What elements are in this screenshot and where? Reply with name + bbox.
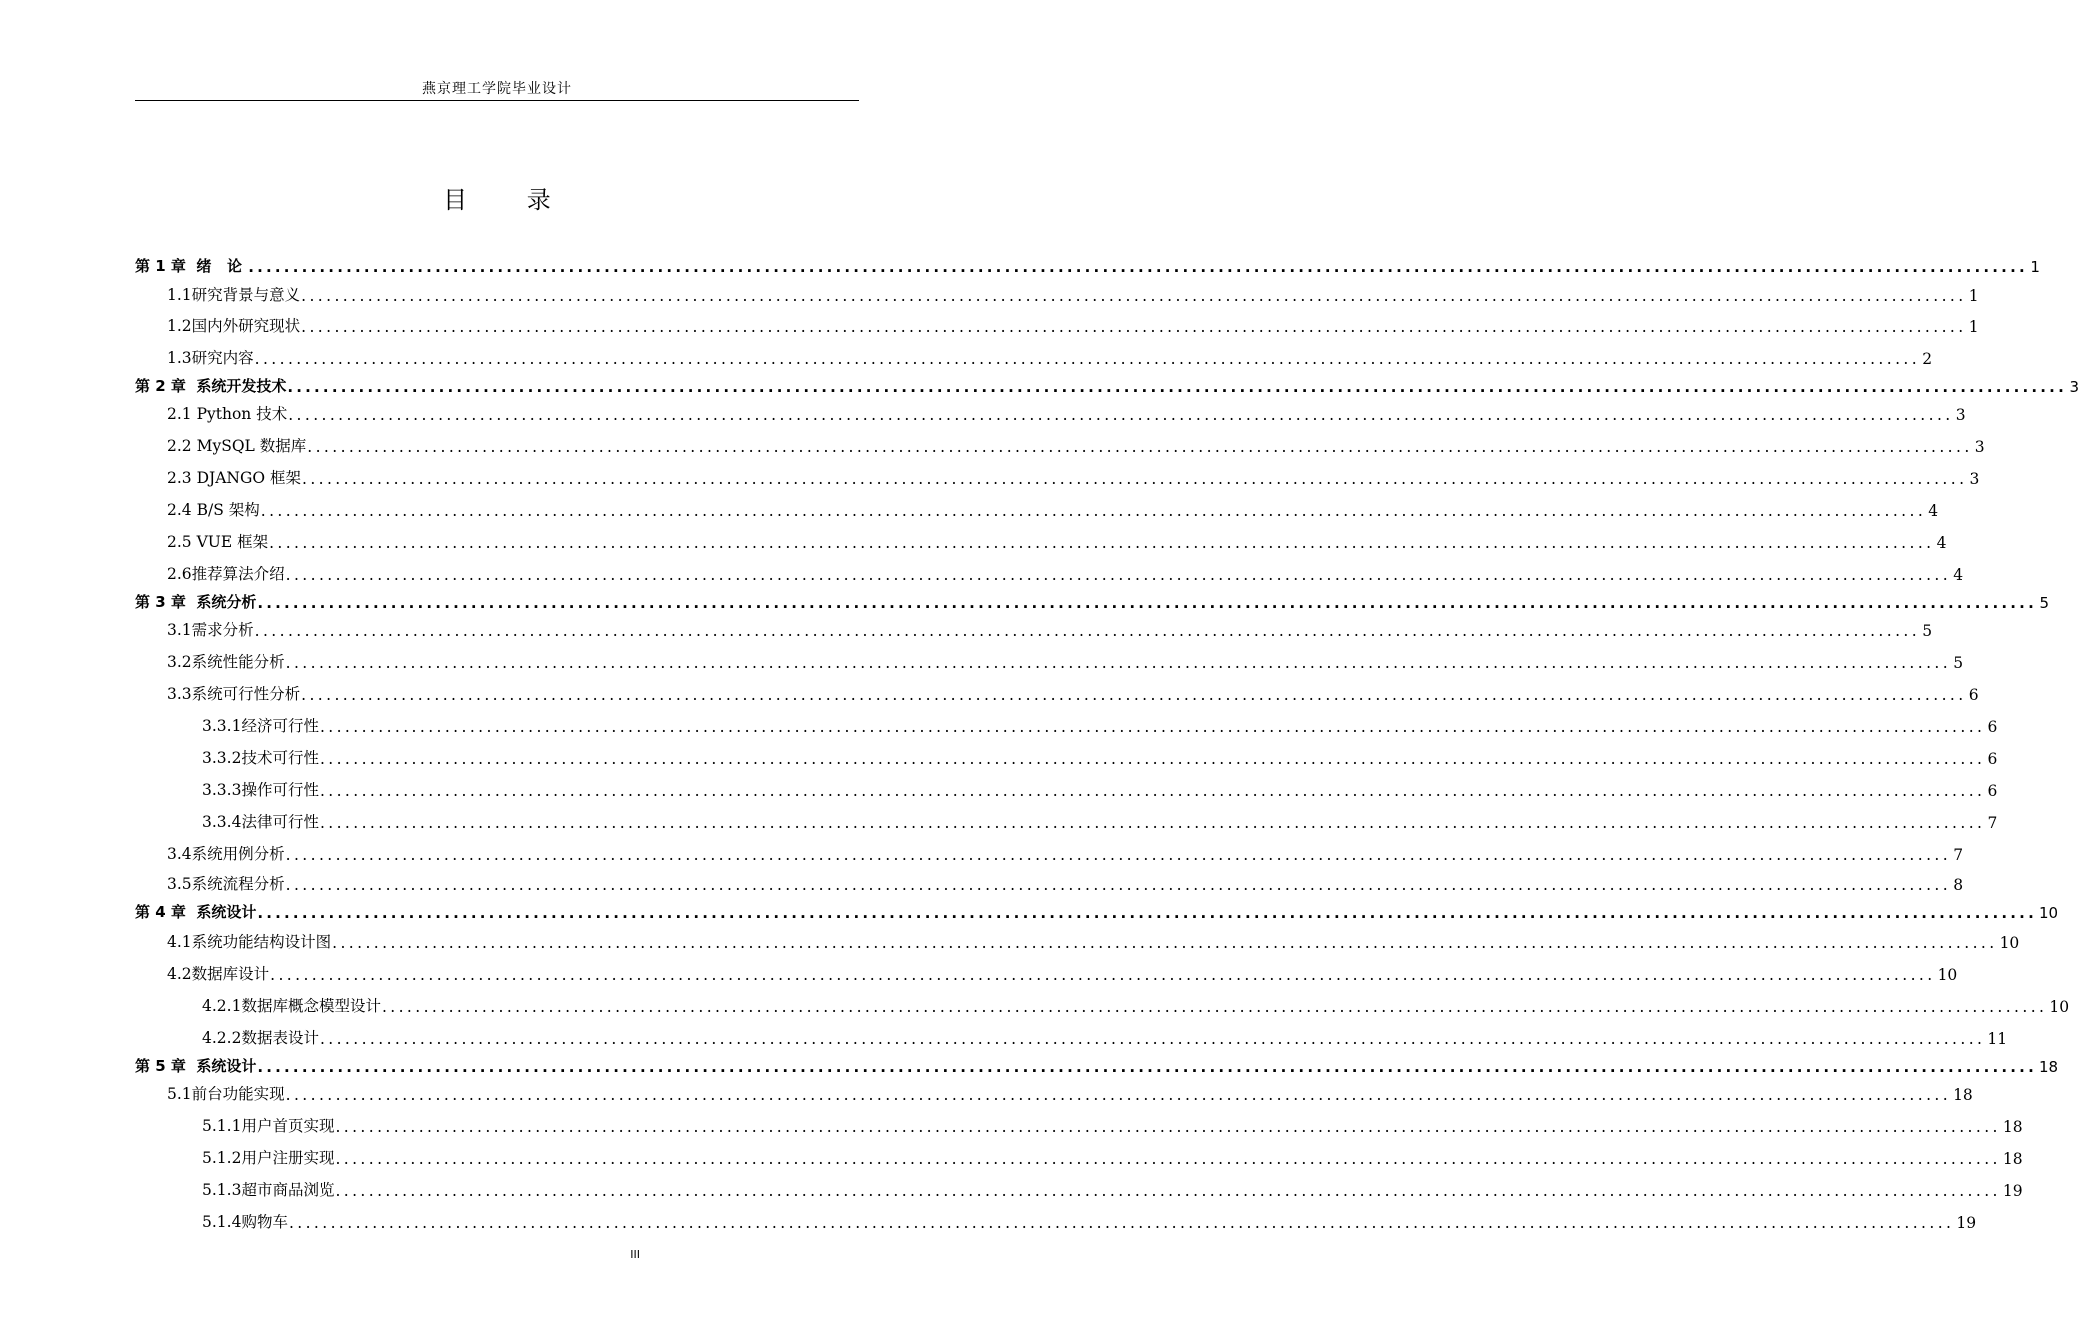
toc-entry-page: 7 (1953, 846, 1964, 864)
toc-entry[interactable] (202, 712, 1998, 736)
toc-entry-label: 3.1需求分析 (167, 621, 254, 639)
toc-entry-label: 2.4 B/S 架构 (167, 501, 260, 519)
toc-entry-label: 2.1 Python 技术 (167, 405, 288, 423)
toc-leader-dots: ........................................................................................................................................................................................................ (257, 904, 2037, 922)
toc-leader-dots: ........................................................................................................................................................................................................ (248, 258, 2028, 276)
toc-entry-page: 3 (1969, 470, 1980, 488)
toc-entry[interactable] (167, 560, 1964, 584)
toc-entry-page: 18 (2038, 1058, 2059, 1076)
toc-leader-dots: ........................................................................................................................................................................................................ (254, 350, 1921, 368)
toc-entry-label: 3.3.3操作可行性 (202, 781, 319, 799)
toc-entry[interactable] (167, 840, 1964, 864)
toc-entry[interactable] (167, 616, 1933, 640)
toc-leader-dots: ........................................................................................................................................................................................................ (254, 622, 1921, 640)
toc-leader-dots: ........................................................................................................................................................................................................ (301, 318, 1967, 336)
toc-entry-page: 5 (1922, 622, 1933, 640)
toc-entry-page: 18 (1953, 1086, 1973, 1104)
toc-leader-dots: ........................................................................................................................................................................................................ (307, 438, 1973, 456)
toc-leader-dots: ........................................................................................................................................................................................................ (302, 470, 1968, 488)
toc-entry-page: 6 (1968, 686, 1979, 704)
toc-entry-page: 1 (1968, 318, 1979, 336)
toc-entry-page: 10 (1937, 966, 1958, 984)
toc-entry-page: 18 (2002, 1150, 2023, 1168)
toc-entry-label: 3.3系统可行性分析 (167, 685, 301, 703)
toc-entry-label: 3.5系统流程分析 (167, 875, 285, 893)
toc-entry-page: 19 (1956, 1214, 1977, 1232)
toc-leader-dots: ........................................................................................................................................................................................................ (257, 1058, 2037, 1076)
toc-entry-page: 2 (1922, 350, 1933, 368)
toc-entry[interactable] (202, 1024, 2008, 1048)
toc-leader-dots: ........................................................................................................................................................................................................ (332, 934, 1998, 952)
toc-entry[interactable] (167, 312, 1979, 336)
toc-leader-dots: ........................................................................................................................................................................................................ (319, 782, 1986, 800)
toc-entry-page: 7 (1987, 814, 1998, 832)
toc-entry-label: 1.3研究内容 (167, 349, 254, 367)
toc-leader-dots: ........................................................................................................................................................................................................ (285, 846, 1952, 864)
toc-entry-page: 8 (1953, 876, 1964, 894)
toc-leader-dots: ........................................................................................................................................................................................................ (288, 1214, 1955, 1232)
toc-entry-label: 5.1.3超市商品浏览 (202, 1181, 335, 1199)
toc-entry-page: 3 (2069, 378, 2079, 396)
toc-leader-dots: ........................................................................................................................................................................................................ (381, 998, 2048, 1016)
toc-entry[interactable] (135, 1052, 2059, 1076)
toc-leader-dots: ........................................................................................................................................................................................................ (287, 378, 2067, 396)
toc-entry-page: 3 (1955, 406, 1966, 424)
toc-leader-dots: ........................................................................................................................................................................................................ (257, 594, 2037, 612)
toc-entry-label: 5.1.1用户首页实现 (202, 1117, 335, 1135)
toc-leader-dots: ........................................................................................................................................................................................................ (319, 750, 1986, 768)
toc-entry-page: 10 (1999, 934, 2020, 952)
toc-entry[interactable] (167, 281, 1979, 305)
toc-entry-label: 1.1研究背景与意义 (167, 286, 301, 304)
toc-entry[interactable] (167, 496, 1939, 520)
running-header: 燕京理工学院毕业设计 (422, 81, 572, 97)
toc-leader-dots: ........................................................................................................................................................................................................ (319, 814, 1986, 832)
toc-entry[interactable] (202, 1112, 2023, 1136)
toc-entry-label: 4.2数据库设计 (167, 965, 270, 983)
toc-leader-dots: ........................................................................................................................................................................................................ (285, 566, 1952, 584)
toc-entry-page: 1 (1968, 287, 1979, 305)
toc-leader-dots: ........................................................................................................................................................................................................ (288, 406, 1954, 424)
toc-entry-label: 2.3 DJANGO 框架 (167, 469, 301, 487)
toc-entry[interactable] (167, 648, 1964, 672)
toc-entry-page: 19 (2002, 1182, 2023, 1200)
toc-entry[interactable] (202, 1208, 1977, 1232)
toc-entry-page: 10 (2049, 998, 2070, 1016)
toc-entry-label: 1.2国内外研究现状 (167, 317, 301, 335)
toc-entry-page: 5 (1953, 654, 1964, 672)
toc-leader-dots: ........................................................................................................................................................................................................ (335, 1118, 2001, 1136)
toc-entry-label: 3.2系统性能分析 (167, 653, 285, 671)
toc-entry-label: 5.1.4购物车 (202, 1213, 288, 1231)
toc-entry-page: 10 (2038, 904, 2059, 922)
toc-entry-label: 2.5 VUE 框架 (167, 533, 269, 551)
toc-entry-label: 第 1 章 绪 论 (135, 257, 248, 275)
toc-leader-dots: ........................................................................................................................................................................................................ (285, 1086, 1952, 1104)
toc-entry-page: 3 (1974, 438, 1985, 456)
toc-entry-label: 第 4 章 系统设计 (135, 903, 257, 921)
toc-entry[interactable] (167, 344, 1933, 368)
toc-leader-dots: ........................................................................................................................................................................................................ (335, 1150, 2001, 1168)
toc-leader-dots: ........................................................................................................................................................................................................ (269, 534, 1935, 552)
toc-entry[interactable] (202, 744, 1998, 768)
toc-leader-dots: ........................................................................................................................................................................................................ (301, 686, 1967, 704)
toc-entry-page: 6 (1987, 718, 1998, 736)
toc-entry-label: 第 5 章 系统设计 (135, 1057, 257, 1075)
toc-entry[interactable] (167, 928, 2020, 952)
footer-page-number: III (630, 1248, 640, 1261)
toc-entry-label: 5.1.2用户注册实现 (202, 1149, 335, 1167)
toc-entry[interactable] (167, 680, 1979, 704)
toc-entry-page: 18 (2002, 1118, 2023, 1136)
toc-leader-dots: ........................................................................................................................................................................................................ (270, 966, 1936, 984)
toc-entry[interactable] (167, 1080, 1973, 1104)
toc-entry[interactable] (202, 992, 2070, 1016)
toc-leader-dots: ........................................................................................................................................................................................................ (319, 718, 1986, 736)
toc-entry-label: 3.3.4法律可行性 (202, 813, 319, 831)
toc-entry-page: 6 (1987, 782, 1998, 800)
toc-entry[interactable] (202, 808, 1998, 832)
toc-entry[interactable] (167, 464, 1980, 488)
toc-title: 目 录 (443, 186, 577, 214)
toc-entry-page: 6 (1987, 750, 1998, 768)
toc-entry-page: 5 (2039, 594, 2049, 612)
toc-entry-page: 4 (1936, 534, 1947, 552)
header-rule (135, 100, 859, 101)
toc-entry-label: 2.2 MySQL 数据库 (167, 437, 307, 455)
toc-entry[interactable] (167, 870, 1964, 894)
toc-entry-label: 第 3 章 系统分析 (135, 593, 257, 611)
toc-entry-label: 3.3.2技术可行性 (202, 749, 319, 767)
toc-entry[interactable] (202, 776, 1998, 800)
toc-entry-page: 1 (2030, 258, 2040, 276)
toc-entry[interactable] (167, 432, 1985, 456)
toc-entry-label: 第 2 章 系统开发技术 (135, 377, 287, 395)
toc-entry-label: 2.6推荐算法介绍 (167, 565, 285, 583)
toc-entry[interactable] (167, 400, 1966, 424)
toc-entry[interactable] (135, 588, 2049, 612)
toc-entry[interactable] (167, 960, 1958, 984)
toc-entry-label: 3.4系统用例分析 (167, 845, 285, 863)
toc-entry-label: 5.1前台功能实现 (167, 1085, 285, 1103)
toc-leader-dots: ........................................................................................................................................................................................................ (285, 876, 1952, 894)
toc-entry-page: 4 (1953, 566, 1964, 584)
toc-leader-dots: ........................................................................................................................................................................................................ (335, 1182, 2001, 1200)
toc-entry-page: 4 (1928, 502, 1939, 520)
toc-entry[interactable] (167, 528, 1947, 552)
toc-entry[interactable] (202, 1144, 2023, 1168)
toc-entry-label: 4.2.1数据库概念模型设计 (202, 997, 381, 1015)
toc-leader-dots: ........................................................................................................................................................................................................ (301, 287, 1967, 305)
toc-leader-dots: ........................................................................................................................................................................................................ (319, 1030, 1986, 1048)
toc-entry[interactable] (202, 1176, 2023, 1200)
toc-entry-label: 4.1系统功能结构设计图 (167, 933, 332, 951)
toc-entry[interactable] (135, 898, 2059, 922)
toc-leader-dots: ........................................................................................................................................................................................................ (260, 502, 1927, 520)
toc-entry-label: 4.2.2数据表设计 (202, 1029, 319, 1047)
toc-entry-page: 11 (1987, 1030, 2008, 1048)
toc-entry[interactable] (135, 252, 2040, 276)
toc-entry-label: 3.3.1经济可行性 (202, 717, 319, 735)
toc-leader-dots: ........................................................................................................................................................................................................ (285, 654, 1952, 672)
toc-entry[interactable] (135, 372, 2079, 396)
